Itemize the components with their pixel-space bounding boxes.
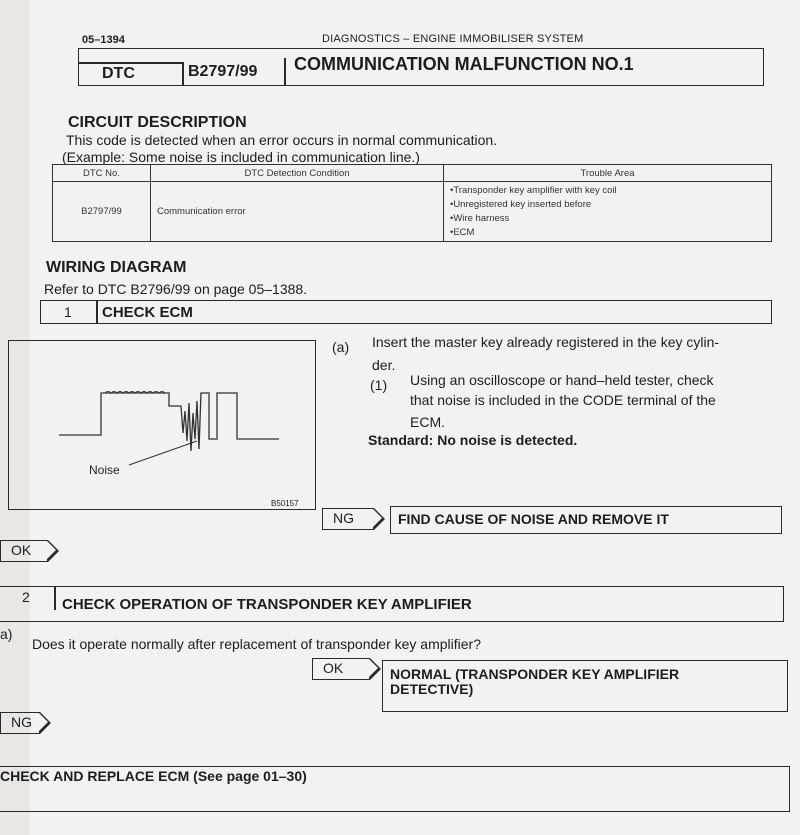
step2-title: CHECK OPERATION OF TRANSPONDER KEY AMPLIFIER (62, 596, 472, 613)
circuit-heading: CIRCUIT DESCRIPTION (68, 114, 247, 131)
waveform-graphic (9, 341, 315, 509)
step2-question: Does it operate normally after replacement of transponder key amplifier? (32, 636, 481, 652)
table-header: DTC No. (53, 165, 151, 182)
divider (96, 300, 98, 324)
figure-code: B50157 (271, 499, 299, 508)
trouble-item: •Unregistered key inserted before (450, 198, 592, 210)
table-header: Trouble Area (444, 165, 772, 182)
circuit-text: This code is detected when an error occurs in normal communication. (66, 132, 498, 148)
ok-label: OK (323, 660, 344, 676)
step1-title: CHECK ECM (102, 304, 193, 321)
divider (182, 62, 184, 86)
table-cell-dtc: B2797/99 (53, 182, 151, 242)
ng-result-flag (322, 508, 374, 530)
trouble-item: •Wire harness (450, 212, 510, 224)
step1-sub-text: ECM. (410, 414, 445, 430)
wiring-heading: WIRING DIAGRAM (46, 259, 187, 276)
final-text: CHECK AND REPLACE ECM (See page 01–30) (0, 768, 307, 784)
table-header: DTC Detection Condition (151, 165, 444, 182)
page-number: 05–1394 (82, 34, 125, 46)
ng-label: NG (333, 510, 354, 526)
step1-a-marker: (a) (332, 339, 350, 355)
dtc-label: DTC (102, 65, 135, 82)
ng-label: NG (11, 714, 32, 730)
noise-figure (8, 340, 316, 510)
ok-action-text: DETECTIVE) (390, 681, 474, 697)
wiring-text: Refer to DTC B2796/99 on page 05–1388. (44, 281, 308, 297)
step1-sub-marker: (1) (370, 377, 388, 393)
dtc-code: B2797/99 (188, 63, 258, 80)
step2-a-marker: a) (0, 626, 13, 642)
step2-number: 2 (22, 589, 30, 605)
step1-standard: Standard: No noise is detected. (368, 432, 578, 448)
divider (54, 586, 56, 610)
noise-label: Noise (89, 463, 120, 477)
table-cell-trouble (444, 182, 772, 242)
divider (78, 62, 184, 64)
ng-result-flag (0, 712, 40, 734)
dtc-title: COMMUNICATION MALFUNCTION NO.1 (294, 54, 634, 74)
ok-action-text: NORMAL (TRANSPONDER KEY AMPLIFIER (390, 666, 680, 682)
circuit-example: (Example: Some noise is included in communication line.) (62, 149, 420, 165)
ng-action-text: FIND CAUSE OF NOISE AND REMOVE IT (398, 511, 669, 527)
step1-number: 1 (64, 304, 72, 320)
step1-a-text: der. (372, 357, 396, 373)
step1-sub-text: Using an oscilloscope or hand–held tester, check (410, 372, 714, 388)
trouble-item: •Transponder key amplifier with key coil (450, 184, 617, 196)
table-cell-condition: Communication error (151, 182, 444, 242)
ok-result-flag (312, 658, 370, 680)
ok-result-flag (0, 540, 48, 562)
divider (284, 58, 286, 86)
ok-label: OK (11, 542, 32, 558)
step1-a-text: Insert the master key already registered in the key cylin- (372, 334, 720, 350)
step1-sub-text: that noise is included in the CODE terminal of the (410, 392, 716, 408)
section-title: DIAGNOSTICS – ENGINE IMMOBILISER SYSTEM (322, 33, 584, 45)
trouble-table (52, 164, 772, 242)
trouble-item: •ECM (450, 226, 475, 238)
